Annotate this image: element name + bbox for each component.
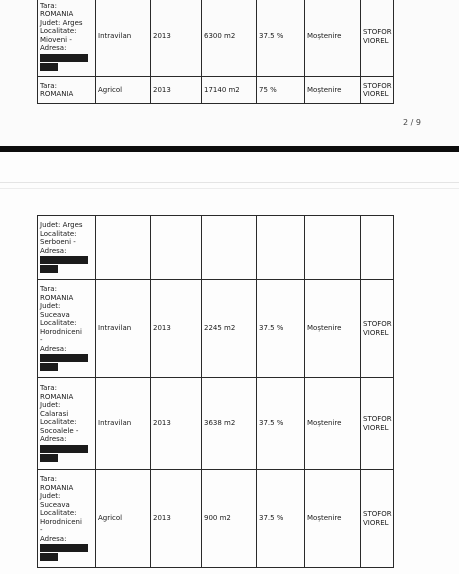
redaction-bar	[40, 256, 88, 264]
share-cell: 37.5 %	[257, 470, 305, 568]
acquisition-mode-cell	[305, 216, 361, 280]
location-line: Judet: Arges	[40, 18, 83, 27]
location-line: ROMANIA	[40, 293, 74, 302]
document-page-top	[0, 0, 459, 146]
table-row	[38, 378, 394, 470]
location-line: Tara:	[40, 81, 57, 90]
location-line: Suceava	[40, 310, 70, 319]
location-line: Tara:	[40, 384, 57, 393]
scan-artifact-line	[0, 182, 459, 183]
redaction-bar	[40, 553, 58, 561]
location-line: Adresa:	[40, 44, 67, 52]
category-cell: Intravilan	[96, 378, 151, 470]
table-row	[38, 216, 394, 280]
location-line: Tara:	[40, 285, 57, 293]
table-row	[38, 0, 394, 77]
location-line: Suceava	[40, 500, 70, 509]
location-line: Adresa:	[40, 435, 67, 444]
category-cell: Intravilan	[96, 0, 151, 77]
acquisition-mode-cell: Moștenire	[305, 0, 361, 77]
owner-cell	[361, 216, 394, 280]
redaction-bar	[40, 54, 88, 62]
year-cell	[151, 216, 202, 280]
page-number: 2 / 9	[403, 118, 421, 127]
redaction-bar	[40, 454, 58, 462]
location-line: Judet:	[40, 492, 61, 500]
owner-cell: STOFOR VIOREL	[361, 378, 394, 470]
location-line: Adresa:	[40, 344, 67, 353]
location-line: Localitate:	[40, 319, 77, 327]
location-cell	[38, 77, 96, 104]
location-cell	[38, 216, 96, 280]
location-line: Localitate:	[40, 509, 77, 517]
redaction-bar	[40, 63, 58, 71]
area-cell	[202, 216, 257, 280]
year-cell: 2013	[151, 470, 202, 568]
area-cell: 6300 m2	[202, 0, 257, 77]
year-cell: 2013	[151, 378, 202, 470]
share-cell	[257, 216, 305, 280]
category-cell	[96, 216, 151, 280]
redaction-bar	[40, 363, 58, 371]
location-cell	[38, 378, 96, 470]
area-cell: 17140 m2	[202, 77, 257, 104]
category-cell: Agricol	[96, 470, 151, 568]
share-cell: 75 %	[257, 77, 305, 104]
year-cell: 2013	[151, 280, 202, 378]
acquisition-mode-cell: Moștenire	[305, 378, 361, 470]
location-line: -	[40, 526, 43, 534]
location-line: Horodniceni	[40, 327, 82, 336]
location-line: ROMANIA	[40, 10, 74, 18]
area-cell: 900 m2	[202, 470, 257, 568]
location-cell	[38, 280, 96, 378]
category-cell: Intravilan	[96, 280, 151, 378]
location-line: Adresa:	[40, 246, 67, 255]
location-line: Judet: Arges	[40, 221, 83, 229]
acquisition-mode-cell: Moștenire	[305, 77, 361, 104]
location-line: Serboeni -	[40, 238, 76, 246]
area-cell: 2245 m2	[202, 280, 257, 378]
location-line: ROMANIA	[40, 483, 74, 492]
location-line: ROMANIA	[40, 392, 74, 401]
scan-artifact-line	[0, 188, 459, 189]
redaction-bar	[40, 544, 88, 552]
area-cell: 3638 m2	[202, 378, 257, 470]
acquisition-mode-cell: Moștenire	[305, 280, 361, 378]
location-line: Adresa:	[40, 534, 67, 543]
location-cell	[38, 0, 96, 77]
location-line: Horodniceni	[40, 517, 82, 526]
redaction-bar	[40, 265, 58, 273]
redaction-bar	[40, 354, 88, 362]
document-page-bottom	[0, 152, 459, 574]
owner-cell: STOFOR VIOREL	[361, 470, 394, 568]
category-cell: Agricol	[96, 77, 151, 104]
location-line: Localitate:	[40, 229, 77, 238]
property-table-top	[37, 0, 394, 104]
table-row	[38, 280, 394, 378]
acquisition-mode-cell: Moștenire	[305, 470, 361, 568]
location-line: ROMANIA	[40, 90, 74, 98]
owner-cell: STOFOR VIOREL	[361, 77, 394, 104]
location-line: Localitate:	[40, 418, 77, 427]
location-line: -	[40, 336, 43, 344]
location-line: Socoalele -	[40, 426, 79, 435]
redaction-bar	[40, 445, 88, 453]
year-cell: 2013	[151, 77, 202, 104]
share-cell: 37.5 %	[257, 280, 305, 378]
share-cell: 37.5 %	[257, 378, 305, 470]
location-line: Calarasi	[40, 409, 69, 418]
location-line: Judet:	[40, 302, 61, 310]
owner-cell: STOFOR VIOREL	[361, 280, 394, 378]
share-cell: 37.5 %	[257, 0, 305, 77]
location-line: Localitate:	[40, 27, 77, 35]
property-table-bottom	[37, 215, 394, 568]
year-cell: 2013	[151, 0, 202, 77]
table-row	[38, 470, 394, 568]
location-line: Mioveni -	[40, 35, 72, 44]
location-line: Tara:	[40, 475, 57, 483]
table-row	[38, 77, 394, 104]
location-cell	[38, 470, 96, 568]
location-line: Judet:	[40, 401, 61, 410]
location-line: Tara:	[40, 1, 57, 10]
owner-cell: STOFOR VIOREL	[361, 0, 394, 77]
